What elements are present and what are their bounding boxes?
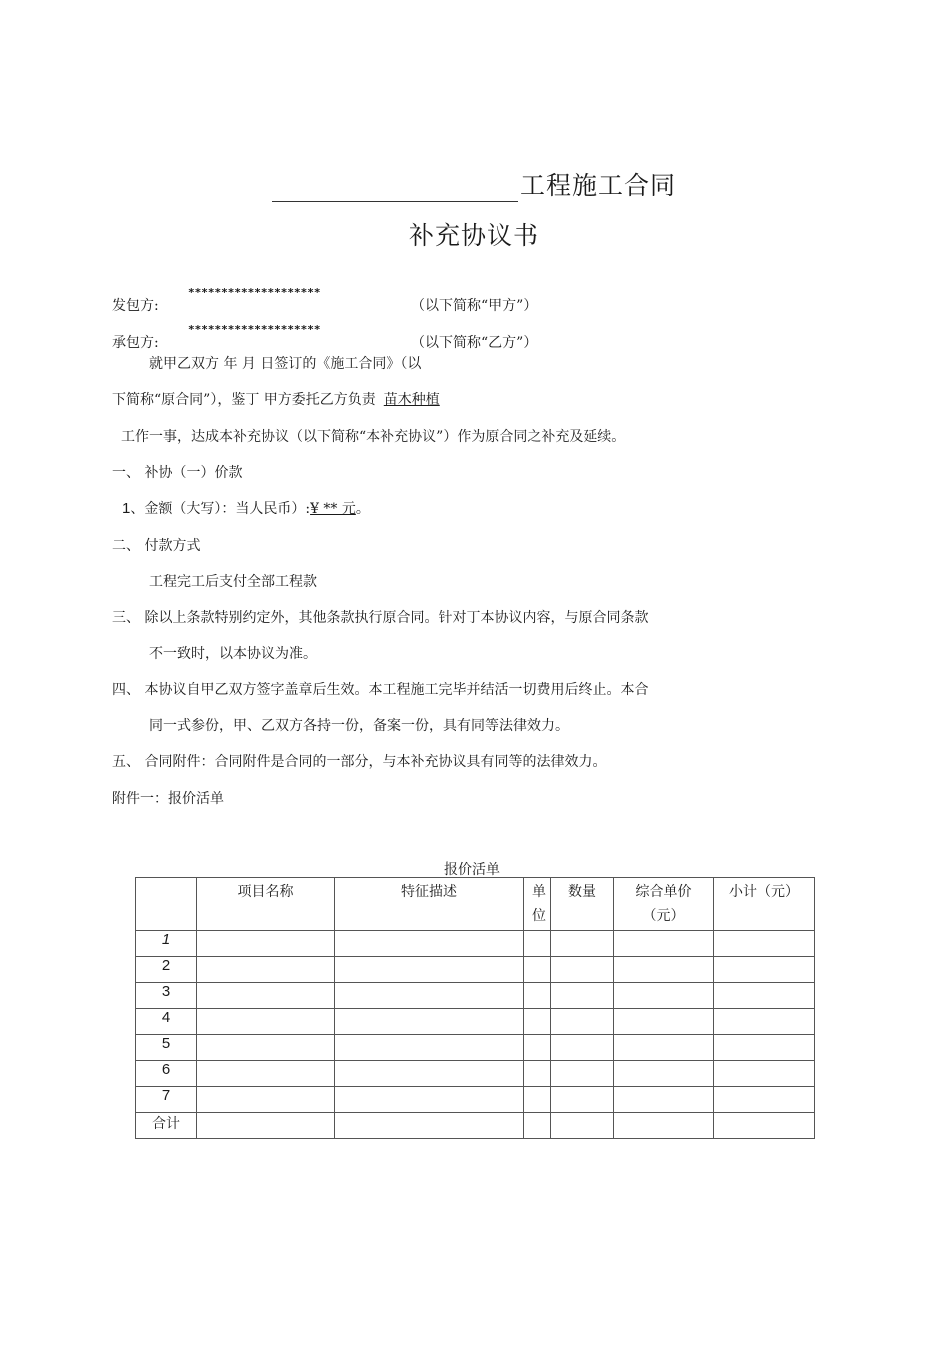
header-unit-price: 综合单价（元） (614, 878, 714, 931)
section-2-heading: 二、 付款方式 (112, 538, 201, 554)
row-index: 1 (136, 931, 197, 957)
party-a-label: 发包方: (112, 298, 159, 314)
row-index: 2 (136, 957, 197, 983)
row-index: 5 (136, 1035, 197, 1061)
table-row (136, 1061, 815, 1087)
intro-line-2: 下简称“原合同”），鉴丁 甲方委托乙方负责 苗木种植 (112, 392, 440, 408)
section-5-line: 五、 合同附件：合同附件是合同的一部分，与本补充协议具有同等的法律效力。 (112, 754, 607, 770)
row-index: 4 (136, 1009, 197, 1035)
quote-table (135, 877, 815, 1139)
party-b-alias: （以下简称“乙方”） (411, 335, 538, 351)
header-feature-desc: 特征描述 (335, 878, 524, 931)
section-4-line-1: 四、 本协议自甲乙双方签字盖章后生效。本工程施工完毕并结活一切费用后终止。本合 (112, 682, 649, 698)
header-subtotal: 小计（元） (714, 878, 815, 931)
agreement-title: 补充协议书 (409, 221, 540, 250)
table-row (136, 931, 815, 957)
party-b-label: 承包方: (112, 335, 159, 351)
header-index (136, 878, 197, 931)
section-2-body: 工程完工后支付全部工程款 (149, 574, 317, 590)
row-index: 3 (136, 983, 197, 1009)
section-4-line-2: 同一式参份，甲、乙双方各持一份，备案一份，具有同等法律效力。 (149, 718, 569, 734)
table-row (136, 957, 815, 983)
section-1-heading: 一、 补协（一）价款 (112, 465, 243, 481)
header-item-name: 项目名称 (197, 878, 335, 931)
section-3-line-2: 不一致时，以本协议为准。 (149, 646, 317, 662)
table-row (136, 1087, 815, 1113)
amount-value: ¥ ** 元 (310, 501, 356, 517)
intro-line-3: 工作一事，达成本补充协议（以下简称“本补充协议”）作为原合同之补充及延续。 (121, 429, 626, 445)
table-row (136, 1009, 815, 1035)
total-label: 合计 (136, 1113, 197, 1139)
table-total-row (136, 1113, 815, 1139)
party-a-alias: （以下简称“甲方”） (411, 298, 538, 314)
quote-table-caption: 报价活单 (444, 862, 500, 878)
intro-line-1: 就甲乙双方 年 月 日签订的《施工合同》（以 (149, 356, 422, 372)
section-3-line-1: 三、 除以上条款特别约定外，其他条款执行原合同。针对丁本协议内容，与原合同条款 (112, 610, 649, 626)
project-content: 苗木种植 (383, 392, 440, 408)
party-a-value: ******************** (188, 286, 321, 299)
row-index: 7 (136, 1087, 197, 1113)
contract-title: 工程施工合同 (272, 166, 676, 202)
table-header-row (136, 878, 815, 931)
attachment-label: 附件一：报价活单 (112, 791, 224, 807)
table-row (136, 983, 815, 1009)
header-quantity: 数量 (551, 878, 614, 931)
section-1-item: 1、金额（大写）：当人民币）:¥ ** 元。 (122, 500, 370, 517)
header-unit: 单位 (524, 878, 551, 931)
project-name-blank[interactable] (272, 177, 518, 202)
party-b-value: ******************** (188, 323, 321, 336)
table-row (136, 1035, 815, 1061)
row-index: 6 (136, 1061, 197, 1087)
